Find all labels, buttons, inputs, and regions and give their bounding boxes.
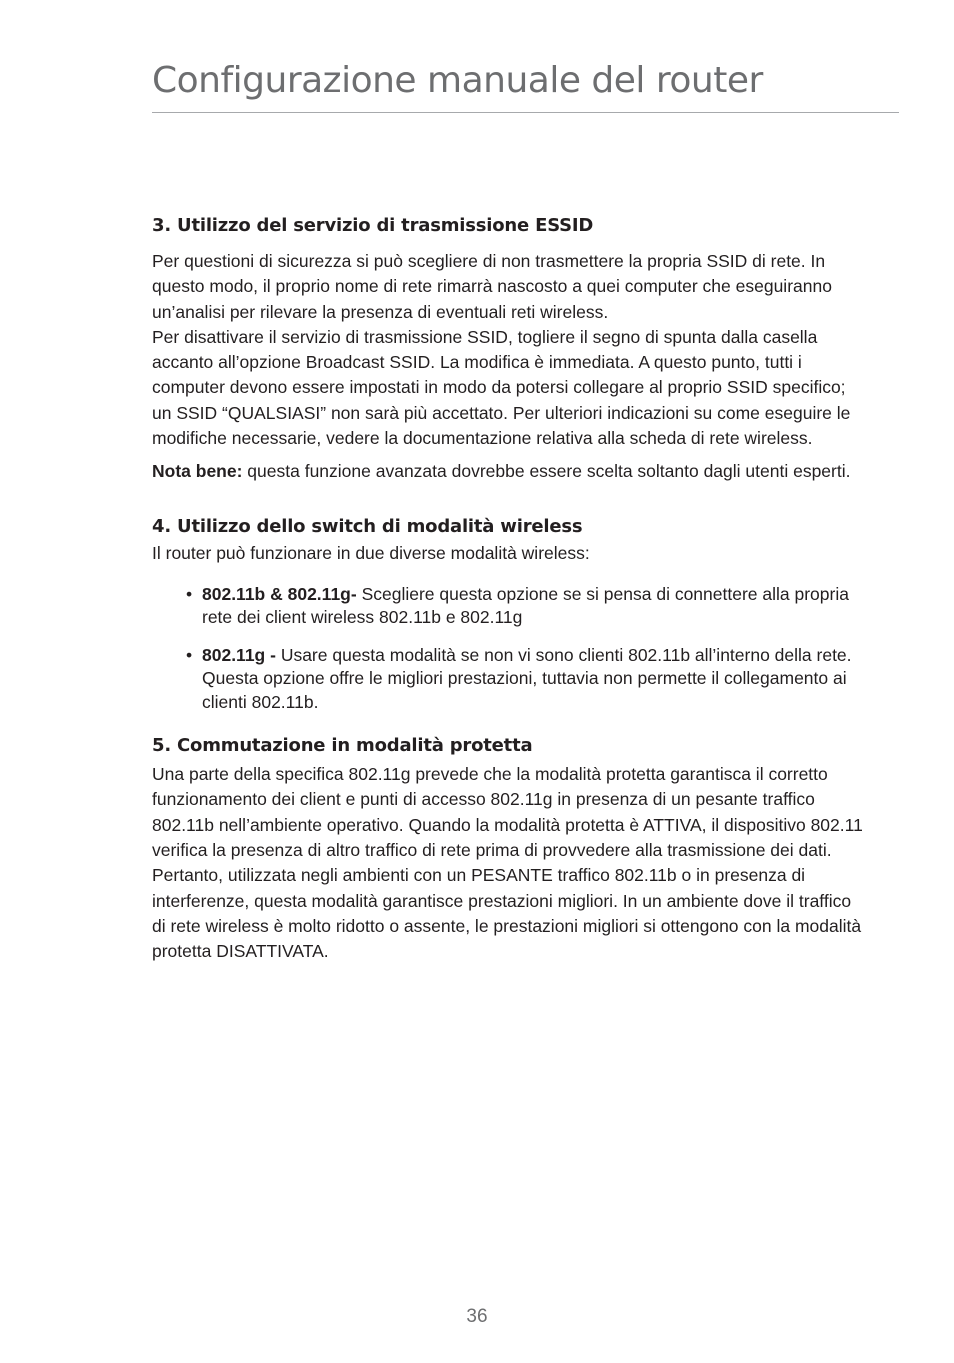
bullet-icon: • — [186, 644, 193, 665]
page-content — [152, 212, 864, 965]
page-number: 36 — [466, 1306, 488, 1327]
section-paragraph: Per questioni di sicurezza si può scegliere di non trasmettere la propria SSID di rete. In questo modo, il proprio nome di rete rimarrà nascosto a quei computer che eseguiranno un’analisi per rilevare la presenza di eventuali reti wireless. — [152, 251, 832, 322]
mode-list — [152, 583, 864, 715]
bullet-icon: • — [186, 583, 193, 604]
list-item — [152, 644, 864, 715]
section-essid-broadcast — [152, 212, 864, 485]
note-paragraph — [152, 459, 864, 484]
section-heading: 4. Utilizzo dello switch di modalità wireless — [152, 515, 583, 537]
section-intro: Il router può funzionare in due diverse modalità wireless: — [152, 542, 590, 563]
page-title: Configurazione manuale del router — [152, 60, 763, 101]
title-divider — [152, 112, 899, 113]
list-item-label: 802.11g - — [202, 644, 276, 665]
list-item-label: 802.11b & 802.11g- — [202, 583, 357, 604]
section-heading: 5. Commutazione in modalità protetta — [152, 735, 533, 757]
list-item-text: Scegliere questa opzione se si pensa di connettere alla propria rete dei client wireless 802.11b e 802.11g — [202, 583, 849, 628]
section-heading: 3. Utilizzo del servizio di trasmissione ESSID — [152, 215, 594, 236]
list-item-text: Usare questa modalità se non vi sono clienti 802.11b all’interno della rete. Questa opzione offre le migliori prestazioni, tuttavia non permette il collegamento ai clienti 802.11b. — [202, 644, 852, 712]
note-label: Nota bene: — [152, 461, 243, 482]
list-item — [152, 583, 864, 630]
section-protected-mode — [152, 732, 864, 964]
note-text: questa funzione avanzata dovrebbe essere scelta soltanto dagli utenti esperti. — [242, 461, 851, 482]
section-paragraph: Per disattivare il servizio di trasmissione SSID, togliere il segno di spunta dalla casella accanto all’opzione Broadcast SSID. La modifica è immediata. A questo punto, tutti i computer devono essere impostati in modo da potersi collegare al proprio SSID specifico; un SSID “QUALSIASI” non sarà più accettato. Per ulteriori indicazioni su come eseguire le modifiche necessarie, vedere la documentazione relativa alla scheda di rete wireless. — [152, 326, 851, 449]
section-wireless-mode-switch — [152, 513, 864, 715]
section-paragraph: Una parte della specifica 802.11g prevede che la modalità protetta garantisca il corretto funzionamento dei client e punti di accesso 802.11g in presenza di un pesante traffico 802.11b nell’ambiente operativo. Quando la modalità protetta è ATTIVA, il dispositivo 802.11 verifica la presenza di altro traffico di rete prima di provvedere alla trasmissione dei dati. Pertanto, utilizzata negli ambienti con un PESANTE traffico 802.11b o in presenza di interferenze, questa modalità garantisce prestazioni migliori. In un ambiente dove il traffico di rete wireless è molto ridotto o assente, le prestazioni migliori si ottengono con la modalità protetta DISATTIVATA. — [152, 764, 863, 962]
